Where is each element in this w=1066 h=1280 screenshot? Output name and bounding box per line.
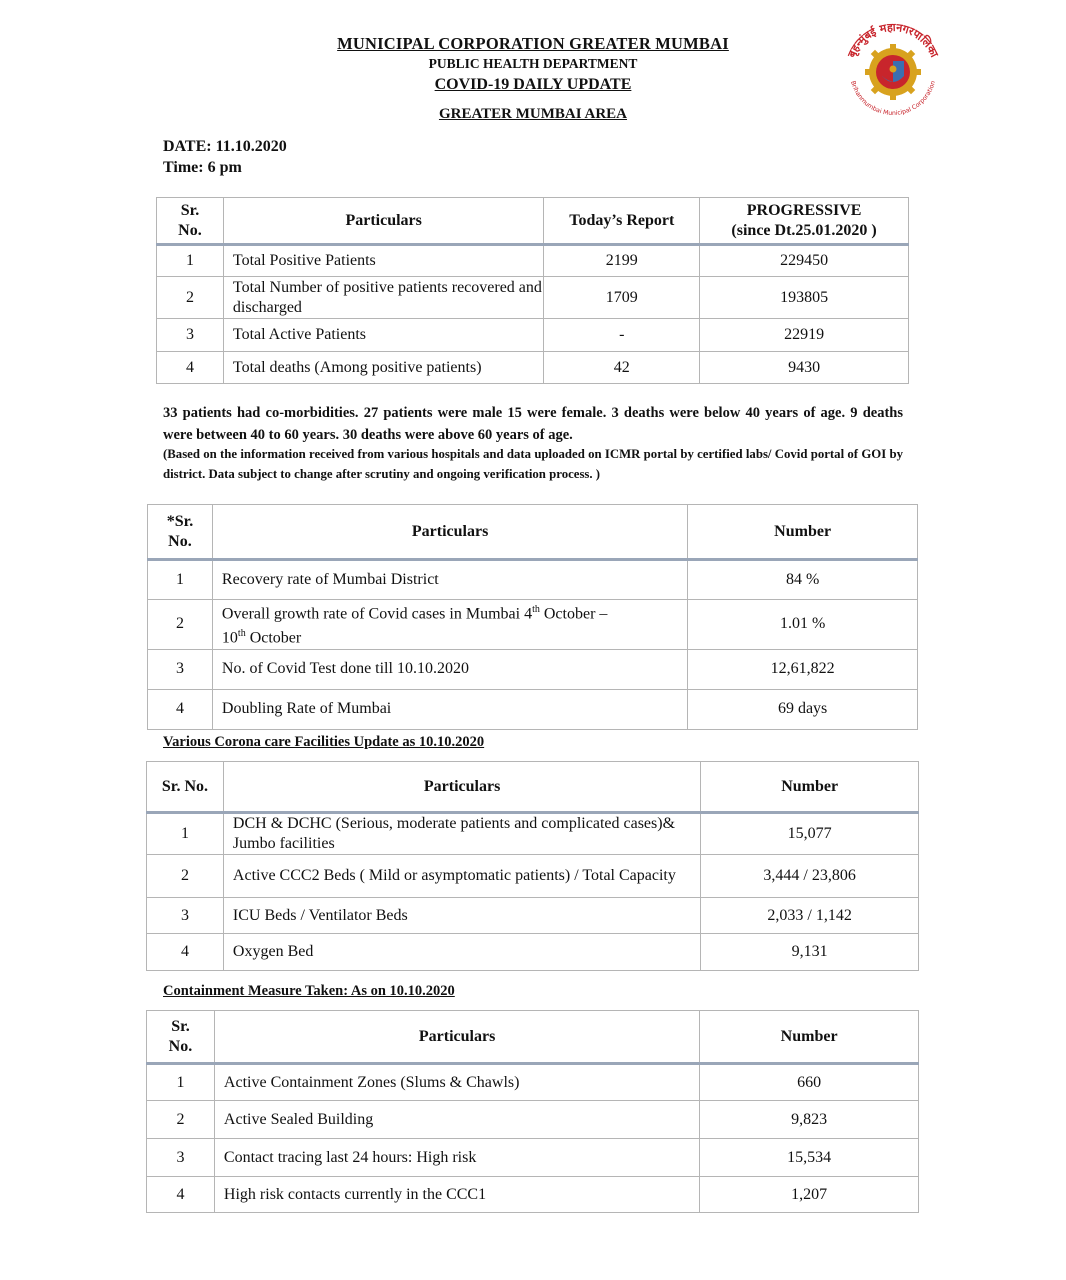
header-number: Number bbox=[701, 762, 919, 813]
cell-progressive: 22919 bbox=[700, 319, 909, 352]
header-particulars: Particulars bbox=[214, 1011, 699, 1064]
cell-sr: 3 bbox=[147, 1139, 215, 1177]
cell-particular: Total Number of positive patients recovered and discharged bbox=[223, 277, 543, 319]
table-row bbox=[148, 689, 918, 729]
cell-number: 1,207 bbox=[700, 1177, 919, 1213]
cell-sr: 1 bbox=[147, 1064, 215, 1101]
header-particulars: Particulars bbox=[223, 762, 700, 813]
cell-number: 1.01 % bbox=[688, 600, 918, 650]
cell-progressive: 9430 bbox=[700, 352, 909, 384]
cell-particular: Active Sealed Building bbox=[214, 1101, 699, 1139]
cell-particular: DCH & DCHC (Serious, moderate patients and complicated cases)& Jumbo facilities bbox=[223, 813, 700, 855]
cell-sr: 2 bbox=[147, 855, 224, 898]
cell-number: 15,534 bbox=[700, 1139, 919, 1177]
cell-sr: 4 bbox=[147, 934, 224, 971]
header-sr-no: Sr. No. bbox=[147, 762, 224, 813]
cell-progressive: 229450 bbox=[700, 245, 909, 277]
logo-text-top: बृहन्मुंबई महानगरपालिका bbox=[845, 20, 941, 60]
facilities-table bbox=[146, 761, 919, 971]
cell-particular: Doubling Rate of Mumbai bbox=[212, 689, 687, 729]
cell-sr: 3 bbox=[148, 649, 213, 689]
doc-title: COVID-19 DAILY UPDATE bbox=[434, 76, 632, 93]
cell-number: 84 % bbox=[688, 560, 918, 600]
cell-number: 660 bbox=[700, 1064, 919, 1101]
cell-sr: 3 bbox=[157, 319, 224, 352]
table-row bbox=[157, 352, 909, 384]
facilities-section-title: Various Corona care Facilities Update as 10.10.2020 bbox=[163, 734, 485, 750]
cell-sr: 3 bbox=[147, 898, 224, 934]
cell-number: 15,077 bbox=[701, 813, 919, 855]
cell-sr: 2 bbox=[147, 1101, 215, 1139]
header-sr-no: Sr. No. bbox=[157, 198, 224, 245]
table-row bbox=[157, 245, 909, 277]
table-header-row bbox=[147, 762, 919, 813]
table-row bbox=[147, 934, 919, 971]
header-particulars: Particulars bbox=[223, 198, 543, 245]
cell-today: 1709 bbox=[544, 277, 700, 319]
report-date: DATE: 11.10.2020 bbox=[163, 138, 287, 155]
cell-number: 2,033 / 1,142 bbox=[701, 898, 919, 934]
header-number: Number bbox=[700, 1011, 919, 1064]
deaths-summary-note: 33 patients had co-morbidities. 27 patients were male 15 were female. 3 deaths were below 40 years of age. 9 deaths were between 40 to 60 years. 30 deaths were above 60 years of age. bbox=[163, 405, 903, 443]
dept-name: PUBLIC HEALTH DEPARTMENT bbox=[428, 56, 638, 71]
area-name: GREATER MUMBAI AREA bbox=[438, 106, 628, 122]
cell-particular: Contact tracing last 24 hours: High risk bbox=[214, 1139, 699, 1177]
table-header-row bbox=[148, 505, 918, 560]
report-datetime bbox=[163, 136, 287, 178]
cell-particular: Oxygen Bed bbox=[223, 934, 700, 971]
table-row bbox=[147, 1064, 919, 1101]
cell-particular: Total deaths (Among positive patients) bbox=[223, 352, 543, 384]
cell-today: 42 bbox=[544, 352, 700, 384]
cell-progressive: 193805 bbox=[700, 277, 909, 319]
header-number: Number bbox=[688, 505, 918, 560]
header-progressive: PROGRESSIVE (since Dt.25.01.2020 ) bbox=[700, 198, 909, 245]
cell-particular: Recovery rate of Mumbai District bbox=[212, 560, 687, 600]
key-indicators-table bbox=[147, 504, 918, 730]
table-row bbox=[157, 319, 909, 352]
cell-today: 2199 bbox=[544, 245, 700, 277]
cell-sr: 4 bbox=[148, 689, 213, 729]
cell-particular: Overall growth rate of Covid cases in Mumbai 4th October – 10th October bbox=[212, 600, 687, 650]
header-sr-no: *Sr. No. bbox=[148, 505, 213, 560]
table-row bbox=[157, 277, 909, 319]
cell-particular: No. of Covid Test done till 10.10.2020 bbox=[212, 649, 687, 689]
data-source-note: (Based on the information received from various hospitals and data uploaded on ICMR portal by certified labs/ Covid portal of GOI by district. Data subject to change after scrutiny and ongoing verification process. ) bbox=[163, 447, 903, 481]
table-row bbox=[147, 855, 919, 898]
cell-number: 3,444 / 23,806 bbox=[701, 855, 919, 898]
cell-sr: 1 bbox=[157, 245, 224, 277]
containment-section-title: Containment Measure Taken: As on 10.10.2020 bbox=[163, 983, 455, 999]
header-sr-no: Sr. No. bbox=[147, 1011, 215, 1064]
table-row bbox=[148, 600, 918, 650]
cell-particular: Total Active Patients bbox=[223, 319, 543, 352]
table-row bbox=[147, 1101, 919, 1139]
table-header-row bbox=[157, 198, 909, 245]
cell-number: 12,61,822 bbox=[688, 649, 918, 689]
cell-number: 9,131 bbox=[701, 934, 919, 971]
header-todays-report: Today’s Report bbox=[544, 198, 700, 245]
cell-particular: High risk contacts currently in the CCC1 bbox=[214, 1177, 699, 1213]
cell-particular: Active Containment Zones (Slums & Chawls) bbox=[214, 1064, 699, 1101]
cell-sr: 2 bbox=[157, 277, 224, 319]
table-row bbox=[147, 1177, 919, 1213]
table-header-row bbox=[147, 1011, 919, 1064]
table-row bbox=[148, 649, 918, 689]
cell-sr: 1 bbox=[147, 813, 224, 855]
cell-today: - bbox=[544, 319, 700, 352]
table-row bbox=[147, 1139, 919, 1177]
table-row bbox=[148, 560, 918, 600]
table-row bbox=[147, 813, 919, 855]
cell-particular: Active CCC2 Beds ( Mild or asymptomatic patients) / Total Capacity bbox=[223, 855, 700, 898]
cell-sr: 4 bbox=[157, 352, 224, 384]
cell-particular: Total Positive Patients bbox=[223, 245, 543, 277]
cell-sr: 2 bbox=[148, 600, 213, 650]
containment-table bbox=[146, 1010, 919, 1213]
daily-update-table bbox=[156, 197, 909, 384]
cell-number: 69 days bbox=[688, 689, 918, 729]
report-time: Time: 6 pm bbox=[163, 159, 242, 176]
cell-sr: 1 bbox=[148, 560, 213, 600]
cell-particular: ICU Beds / Ventilator Beds bbox=[223, 898, 700, 934]
header-particulars: Particulars bbox=[212, 505, 687, 560]
table-row bbox=[147, 898, 919, 934]
cell-number: 9,823 bbox=[700, 1101, 919, 1139]
cell-sr: 4 bbox=[147, 1177, 215, 1213]
bmc-emblem-icon bbox=[838, 14, 948, 124]
org-name: MUNICIPAL CORPORATION GREATER MUMBAI bbox=[337, 34, 729, 53]
logo-text-bottom: Brihanmumbai Municipal Corporation bbox=[849, 80, 937, 118]
